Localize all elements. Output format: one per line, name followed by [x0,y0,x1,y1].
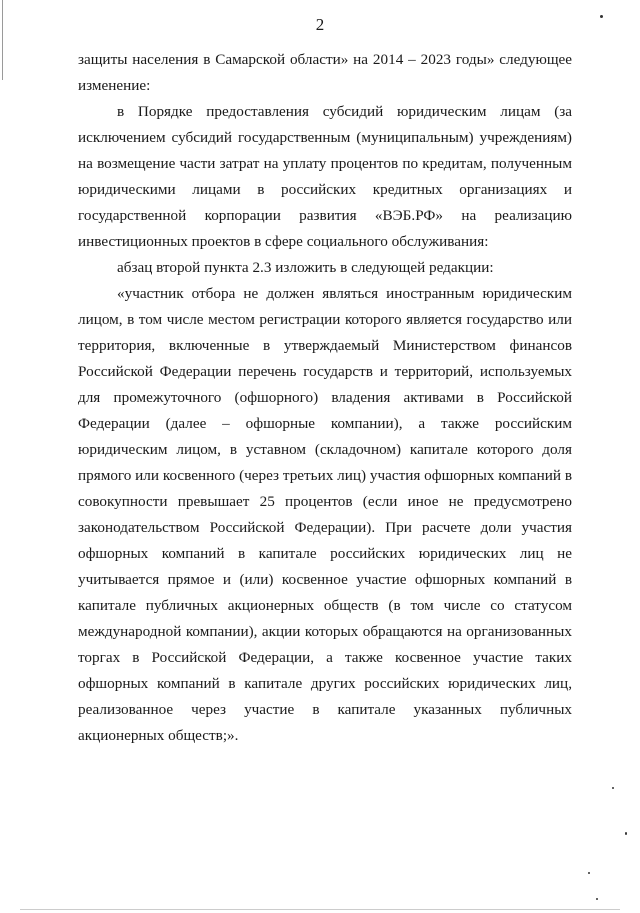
paragraph-amendment-instruction: абзац второй пункта 2.3 изложить в следующей редакции: [117,259,494,276]
paragraph-continuation: защиты населения в Самарской области» на 2014 – 2023 годы» следующее изменение: [78,51,572,94]
paragraph-amended-text: «участник отбора не должен являться иностранным юридическим лицом, в том числе местом регистрации которого является государство или территория, включенные в утверждаемый Министерством финансов Российской Федерации перечень государств и территорий, используемых для промежуточного (офшорного) владения активами в Российской Федерации (далее – офшорные компании), а также российским юридическим лицом, в уставном (складочном) капитале которого доля прямого или косвенного (через третьих лиц) участия офшорных компаний в совокупности превышает 25 процентов (если иное не предусмотрено законодательством Российской Федерации). При расчете доли участия офшорных компаний в капитале российских юридических лиц не учитывается прямое и (или) косвенное участие офшорных компаний в капитале публичных акционерных обществ (в том числе со статусом международной компании), акции которых обращаются на организованных торгах в Российской Федерации, а также косвенное участие таких офшорных компаний в капитале других российских юридических лиц, реализованное через участие в капитале указанных публичных акционерных обществ;». [78,285,572,744]
scan-left-edge [2,0,3,80]
document-body [78,47,572,749]
scan-speck [612,787,614,789]
scan-speck [600,15,603,18]
scan-speck [588,872,590,874]
paragraph-order-reference: в Порядке предоставления субсидий юридическим лицам (за исключением субсидий государственным (муниципальным) учреждениям) на возмещение части затрат на уплату процентов по кредитам, полученным юридическими лицами в российских кредитных организациях и государственной корпорации развития «ВЭБ.РФ» на реализацию инвестиционных проектов в сфере социального обслуживания: [78,103,572,250]
scan-bottom-edge [20,909,620,910]
scan-speck [596,898,598,900]
scan-speck [625,832,627,835]
page-number: 2 [315,15,325,34]
